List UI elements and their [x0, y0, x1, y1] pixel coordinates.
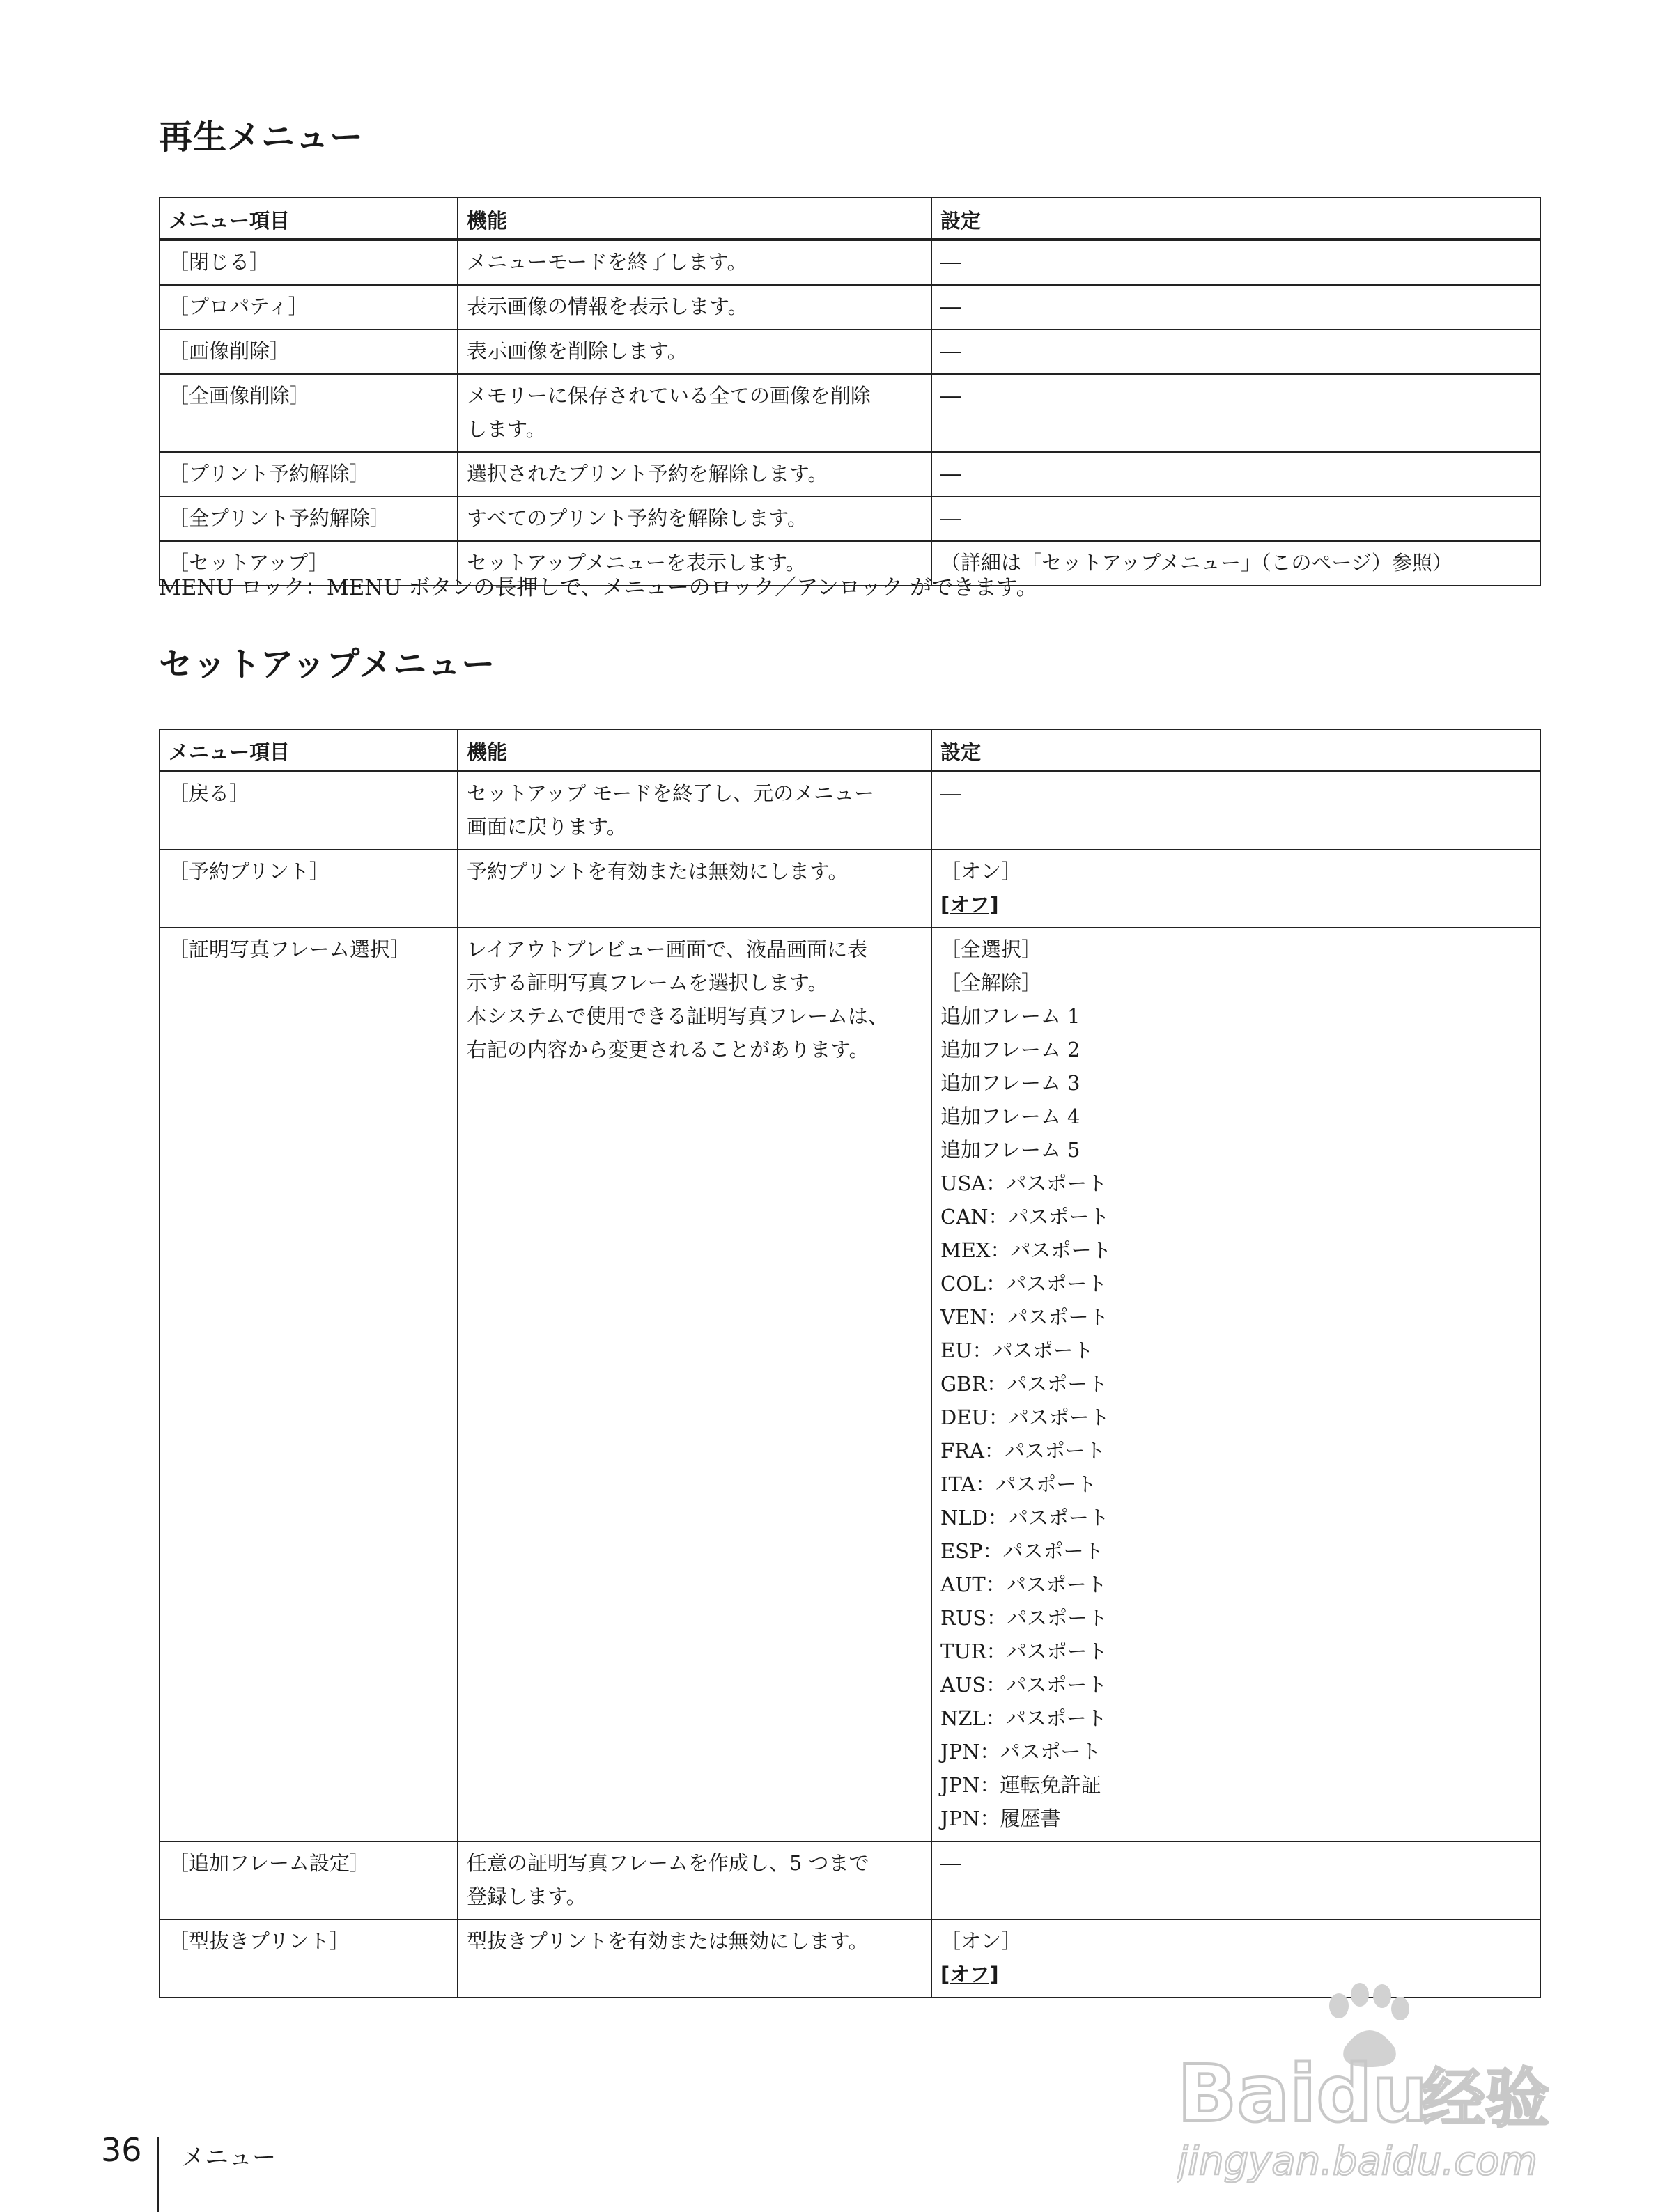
default-setting-option: [オフ]	[940, 1963, 999, 1986]
table-header-row	[160, 729, 1540, 771]
setting-option: 追加フレーム 3	[940, 1071, 1080, 1095]
function-cell	[458, 771, 931, 850]
menu-item-cell: ［セットアップ］	[160, 541, 458, 586]
setting-option: （詳細は「セットアップメニュー」（このページ）参照）	[940, 551, 1452, 575]
function-line: 選択されたプリント予約を解除します。	[467, 462, 828, 485]
table-header-row	[160, 198, 1540, 240]
menu-item-cell: ［画像削除］	[160, 329, 458, 374]
setting-option: CAN：パスポート	[940, 1205, 1110, 1229]
setting-cell	[931, 374, 1540, 452]
function-line: 予約プリントを有効または無効にします。	[467, 859, 849, 883]
setting-option: COL：パスポート	[940, 1272, 1108, 1295]
setting-option: 追加フレーム 2	[940, 1038, 1080, 1061]
setting-cell	[931, 452, 1540, 497]
setting-option: RUS：パスポート	[940, 1606, 1108, 1630]
setting-option: ［オン］	[940, 1929, 1022, 1953]
setting-option: TUR：パスポート	[940, 1639, 1108, 1663]
watermark-brand: Baidu	[1177, 2049, 1428, 2140]
table-row	[160, 850, 1540, 928]
setting-option: VEN：パスポート	[940, 1305, 1109, 1329]
menu-item-cell: ［全プリント予約解除］	[160, 497, 458, 541]
function-line: レイアウトプレビュー画面で、液晶画面に表	[467, 937, 868, 961]
function-cell	[458, 928, 931, 1841]
setting-option: FRA：パスポート	[940, 1439, 1106, 1463]
playback-menu-title: 再生メニュー	[159, 118, 364, 157]
table-row	[160, 1841, 1540, 1919]
page-number: 36	[101, 2131, 142, 2169]
setting-option: ―	[940, 384, 961, 407]
function-cell	[458, 374, 931, 452]
setting-option: ―	[940, 250, 961, 274]
function-cell	[458, 240, 931, 285]
setting-option: ESP：パスポート	[940, 1539, 1104, 1563]
table-row	[160, 928, 1540, 1841]
setting-option: 追加フレーム 5	[940, 1138, 1080, 1162]
setup-menu-title: セットアップメニュー	[159, 645, 496, 684]
function-line: 示する証明写真フレームを選択します。	[467, 971, 828, 995]
setting-option: EU：パスポート	[940, 1339, 1094, 1362]
menu-lock-note: MENU ロック：MENU ボタンの長押しで、メニューのロック／アンロック ができます。	[159, 575, 1038, 600]
menu-item-cell: ［プロパティ］	[160, 285, 458, 329]
function-cell	[458, 285, 931, 329]
setting-option: JPN：パスポート	[940, 1740, 1101, 1763]
function-cell	[458, 497, 931, 541]
table-row	[160, 497, 1540, 541]
watermark-url: jingyan.baidu.com	[1177, 2139, 1537, 2184]
default-setting-option: [オフ]	[940, 893, 999, 917]
column-header-item: メニュー項目	[160, 198, 458, 240]
setting-option: 追加フレーム 1	[940, 1004, 1080, 1028]
column-header-function: 機能	[458, 729, 931, 771]
setting-option: ITA：パスポート	[940, 1472, 1097, 1496]
menu-item-cell: ［証明写真フレーム選択］	[160, 928, 458, 1841]
function-cell	[458, 329, 931, 374]
table-row	[160, 240, 1540, 285]
setting-option: GBR：パスポート	[940, 1372, 1108, 1396]
watermark-brand-cn: 经验	[1421, 2062, 1550, 2136]
setting-option: ［オン］	[940, 859, 1022, 883]
function-line: 表示画像の情報を表示します。	[467, 295, 748, 318]
function-line: 表示画像を削除します。	[467, 339, 688, 363]
function-line: 本システムで使用できる証明写真フレームは、	[467, 1004, 888, 1028]
column-header-setting: 設定	[931, 729, 1540, 771]
menu-item-cell: ［追加フレーム設定］	[160, 1841, 458, 1919]
setting-option: 追加フレーム 4	[940, 1105, 1080, 1128]
setting-cell	[931, 850, 1540, 928]
column-header-item: メニュー項目	[160, 729, 458, 771]
setting-option: ―	[940, 462, 961, 485]
setting-cell	[931, 285, 1540, 329]
setting-option: MEX：パスポート	[940, 1238, 1112, 1262]
function-line: 登録します。	[467, 1885, 587, 1908]
setting-option	[940, 888, 1531, 921]
setting-option: ―	[940, 781, 961, 805]
function-line: すべてのプリント予約を解除します。	[467, 506, 807, 530]
setting-cell	[931, 928, 1540, 1841]
setting-cell	[931, 771, 1540, 850]
setting-cell	[931, 497, 1540, 541]
table-row	[160, 374, 1540, 452]
section-label: メニュー	[181, 2144, 276, 2172]
footer-divider	[157, 2137, 159, 2212]
setting-option: AUS：パスポート	[940, 1673, 1108, 1697]
function-cell	[458, 1919, 931, 1997]
function-line: セットアップ モードを終了し、元のメニュー	[467, 781, 875, 805]
menu-item-cell: ［予約プリント］	[160, 850, 458, 928]
setting-option: ―	[940, 295, 961, 318]
setting-option: ［全解除］	[940, 971, 1042, 995]
setting-option: ［全選択］	[940, 937, 1042, 961]
menu-item-cell: ［全画像削除］	[160, 374, 458, 452]
table-row	[160, 452, 1540, 497]
function-cell	[458, 452, 931, 497]
table-row	[160, 771, 1540, 850]
setup-menu-table	[159, 729, 1541, 1998]
function-line: 任意の証明写真フレームを作成し、5 つまで	[467, 1851, 869, 1875]
function-line: メモリーに保存されている全ての画像を削除	[467, 384, 871, 407]
setting-option: ―	[940, 506, 961, 530]
menu-item-cell: ［型抜きプリント］	[160, 1919, 458, 1997]
setting-option: JPN：運転免許証	[940, 1773, 1101, 1797]
baidu-jingyan-watermark	[1177, 1978, 1567, 2187]
column-header-function: 機能	[458, 198, 931, 240]
setting-option: NZL：パスポート	[940, 1706, 1107, 1730]
function-line: セットアップメニューを表示します。	[467, 551, 806, 575]
playback-menu-table	[159, 197, 1541, 586]
menu-item-cell: ［閉じる］	[160, 240, 458, 285]
column-header-setting: 設定	[931, 198, 1540, 240]
setting-cell	[931, 240, 1540, 285]
menu-item-cell: ［プリント予約解除］	[160, 452, 458, 497]
setting-option: ―	[940, 1851, 961, 1875]
function-line: 画面に戻ります。	[467, 815, 627, 839]
function-cell	[458, 850, 931, 928]
function-line: します。	[467, 417, 546, 441]
function-line: 型抜きプリントを有効または無効にします。	[467, 1929, 869, 1953]
setting-option: ―	[940, 339, 961, 363]
function-cell	[458, 1841, 931, 1919]
setting-cell	[931, 329, 1540, 374]
menu-item-cell: ［戻る］	[160, 771, 458, 850]
function-line: 右記の内容から変更されることがあります。	[467, 1038, 869, 1061]
setting-option: USA：パスポート	[940, 1171, 1108, 1195]
setting-option: DEU：パスポート	[940, 1405, 1110, 1429]
table-row	[160, 329, 1540, 374]
setting-option: AUT：パスポート	[940, 1573, 1107, 1596]
setting-cell	[931, 1841, 1540, 1919]
setting-option: JPN：履歴書	[940, 1807, 1061, 1830]
setting-option: NLD：パスポート	[940, 1506, 1109, 1529]
function-line: メニューモードを終了します。	[467, 250, 747, 274]
table-row	[160, 285, 1540, 329]
